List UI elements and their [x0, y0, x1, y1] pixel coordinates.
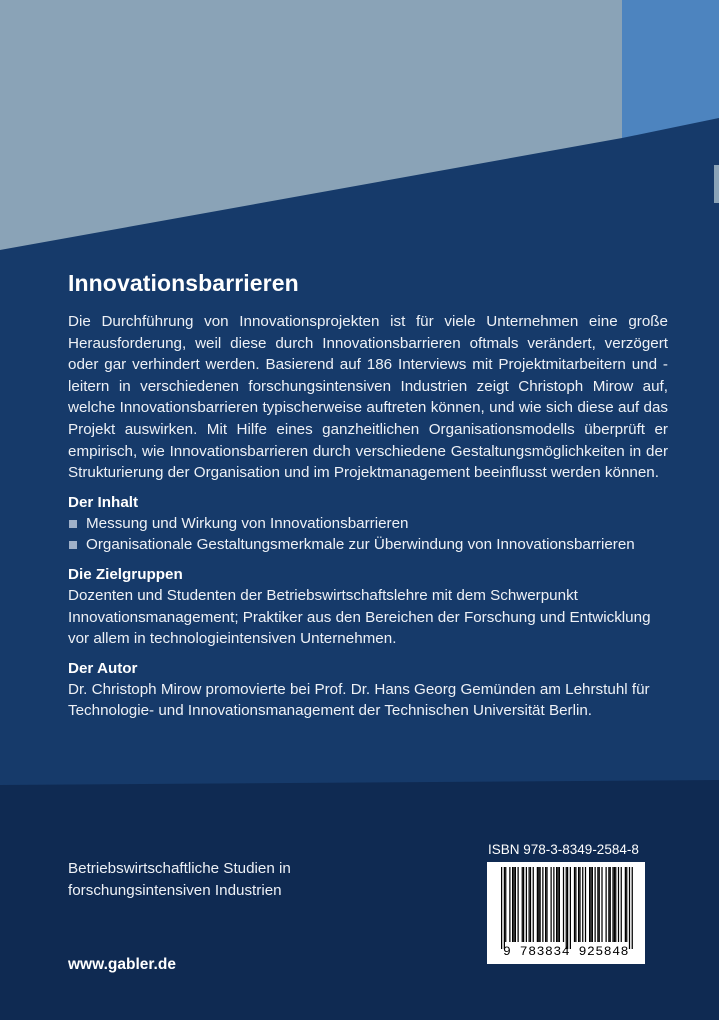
barcode-bar — [601, 867, 602, 942]
barcode-bar — [608, 867, 609, 942]
barcode-bar — [529, 867, 530, 942]
barcode-bar — [501, 867, 502, 949]
barcode-bar — [515, 867, 516, 942]
list-item-text: Organisationale Gestaltungsmerkmale zur Überwindung von Innovationsbarrieren — [86, 536, 635, 554]
barcode-bar — [626, 867, 627, 942]
barcode-bar — [612, 867, 613, 942]
barcode-bar — [546, 867, 547, 942]
barcode-bar — [553, 867, 554, 942]
barcode-bar — [585, 867, 586, 942]
barcode-bar — [509, 867, 510, 942]
barcode-bar — [513, 867, 514, 942]
barcode-digits: 9 783834 925848 — [502, 944, 630, 959]
barcode-bar — [592, 867, 593, 942]
barcode-bar — [533, 867, 534, 942]
barcode-bar — [523, 867, 524, 942]
publisher-website-link[interactable]: www.gabler.de — [68, 956, 176, 973]
barcode-bar — [504, 867, 505, 949]
barcode-bar — [599, 867, 600, 942]
barcode-bar — [526, 867, 527, 942]
series-title: Betriebswirtschaftliche Studien in forschungsintensiven Industrien — [68, 860, 291, 899]
barcode-bar — [610, 867, 611, 942]
barcode-bar — [545, 867, 546, 942]
zielgruppen-text: Dozenten und Studenten der Betriebswirtschaftslehre mit dem Schwerpunkt Innovationsmanagement; Praktiker aus den Bereichen der Forschung und Entwicklung vor allem in technologieintensiven Unternehmen. — [68, 586, 651, 648]
back-cover-text — [68, 270, 668, 722]
barcode-bar — [530, 867, 531, 942]
barcode-bar — [575, 867, 576, 942]
list-item — [68, 534, 668, 556]
barcode-bar — [629, 867, 630, 949]
barcode-bar — [589, 867, 590, 942]
barcode-bar — [557, 867, 558, 942]
barcode-bar — [518, 867, 519, 942]
barcode-bar — [537, 867, 538, 942]
barcode-bar — [582, 867, 583, 942]
barcode-bar — [567, 867, 568, 949]
barcode-bar — [621, 867, 622, 942]
list-item-text: Messung und Wirkung von Innovationsbarrieren — [86, 514, 409, 532]
barcode-bar — [566, 867, 567, 949]
section-inhalt — [68, 492, 668, 556]
barcode-bar — [538, 867, 539, 942]
edge-mark — [714, 165, 719, 203]
barcode-bar — [578, 867, 579, 942]
barcode-bar — [512, 867, 513, 942]
barcode-bar — [615, 867, 616, 942]
barcode-bar — [551, 867, 552, 942]
background-blue-panel — [622, 0, 719, 138]
barcode-bar — [606, 867, 607, 942]
barcode-bar — [590, 867, 591, 942]
autor-text: Dr. Christoph Mirow promovierte bei Prof. Dr. Hans Georg Gemünden am Lehrstuhl für Technologie- und Innovationsmanagement der Technischen Universität Berlin. — [68, 680, 650, 720]
barcode-bar — [632, 867, 633, 949]
bullet-square-icon — [69, 520, 77, 528]
list-item — [68, 513, 668, 535]
barcode-bar — [570, 867, 571, 949]
barcode-bar — [505, 867, 506, 942]
barcode-bar — [597, 867, 598, 942]
barcode-bar — [579, 867, 580, 942]
barcode-bar — [542, 867, 543, 942]
barcode-bar — [556, 867, 557, 942]
barcode-bar — [625, 867, 626, 942]
barcode — [487, 862, 645, 964]
bullet-square-icon — [69, 541, 77, 549]
barcode-bar — [540, 867, 541, 942]
barcode-bar — [595, 867, 596, 942]
barcode-bar — [563, 867, 564, 942]
inhalt-heading: Der Inhalt — [68, 493, 139, 511]
section-autor — [68, 658, 668, 722]
barcode-bar — [522, 867, 523, 942]
book-title: Innovationsbarrieren — [68, 270, 299, 296]
section-zielgruppen — [68, 564, 668, 650]
barcode-bar — [618, 867, 619, 942]
inhalt-list — [68, 513, 668, 556]
barcode-bar — [614, 867, 615, 942]
autor-heading: Der Autor — [68, 659, 138, 677]
barcode-bar — [559, 867, 560, 942]
isbn-label: ISBN 978-3-8349-2584-8 — [488, 842, 639, 857]
barcode-bar — [574, 867, 575, 942]
zielgruppen-heading: Die Zielgruppen — [68, 565, 183, 583]
intro-paragraph: Die Durchführung von Innovationsprojekten ist für viele Unternehmen eine große Herausforderung, weil diese durch Innovationsbarrieren oftmals verändert, verzögert oder gar verhindert werden. Basierend auf 186 Interviews mit Projektmitarbeitern und -leitern in verschiedenen forschungsintensiven Industrien zeigt Christoph Mirow auf, welche Innovationsbarrieren typischerweise auftreten können, und wie sich diese auf das Projekt auswirken. Mit Hilfe eines ganzheitlichen Organisationsmodells überprüft er empirisch, wie Innovationsbarrieren durch verschiedene Gestaltungsmöglichkeiten in der Strukturierung der Organisation und im Projektmanagement beeinflusst werden können. — [68, 313, 668, 482]
